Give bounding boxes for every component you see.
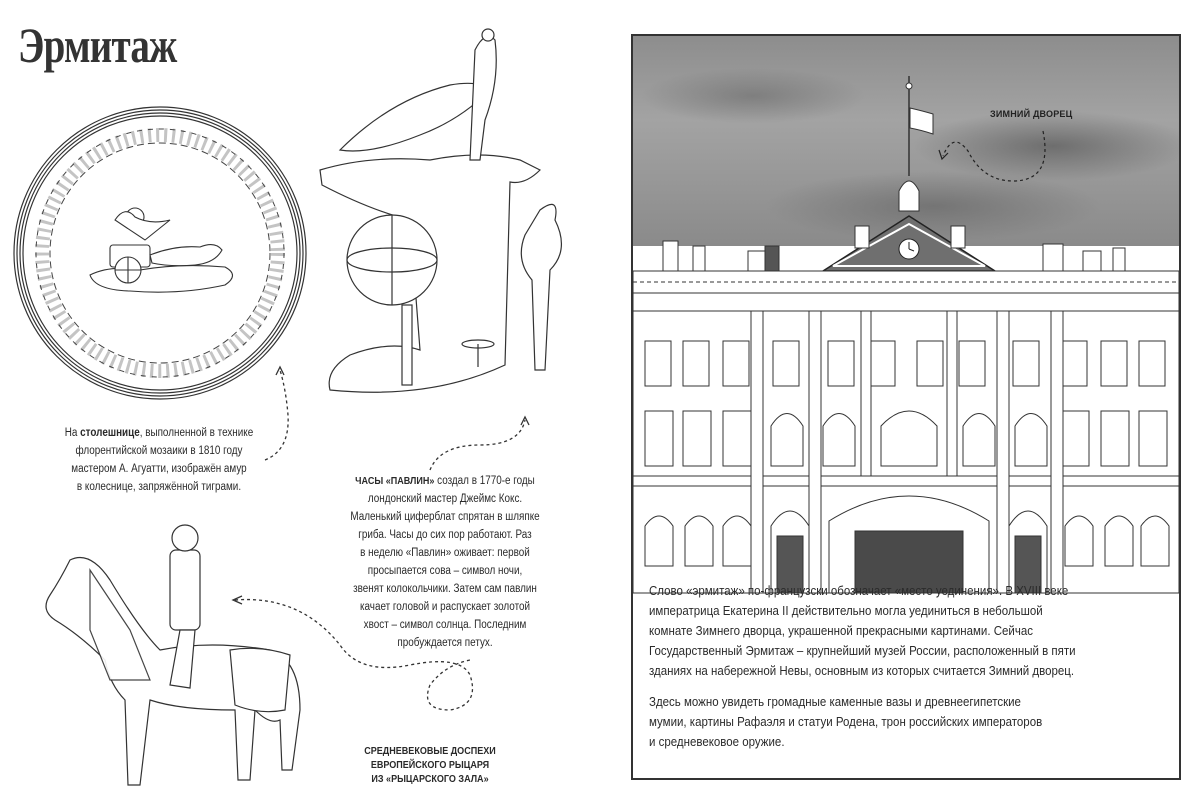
table-caption-line-4: в колеснице, запряжённой тиграми.: [76, 481, 242, 493]
table-caption-line-3: мастером А. Агуатти, изображён амур: [71, 463, 247, 475]
knight-armor-caption: [335, 744, 524, 786]
description-paragraph-2: [649, 692, 1127, 752]
knight-caption-line-2: ЕВРОПЕЙСКОГО РЫЦАРЯ: [370, 759, 490, 771]
dashed-pointer-arrow: [260, 365, 300, 465]
peacock-caption-keyword: ЧАСЫ «ПАВЛИН»: [355, 475, 435, 487]
peacock-caption-line-7: звенят колокольчики. Затем сам павлин: [353, 583, 537, 595]
peacock-caption-line-2: лондонский мастер Джеймс Кокс.: [367, 493, 523, 505]
peacock-caption-line-6: просыпается сова – символ ночи,: [367, 565, 523, 577]
winter-palace-label: ЗИМНИЙ ДВОРЕЦ: [990, 109, 1073, 119]
peacock-caption-line-4: гриба. Часы до сих пор работают. Раз: [358, 529, 532, 541]
winter-palace-panel: [631, 34, 1181, 780]
table-caption-keyword: столешнице: [80, 427, 140, 439]
winter-palace-facade-illustration: [633, 66, 1179, 566]
dashed-pointer-arrow: [230, 595, 490, 735]
peacock-caption-line-5: в неделю «Павлин» оживает: первой: [360, 547, 530, 559]
paragraph-1-line-1: Слово «эрмитаж» по-французски обозначает «место уединения». В XVIII веке: [649, 584, 1069, 598]
peacock-caption-line-9: хвост – символ солнца. Последним: [363, 619, 527, 631]
page-title: Эрмитаж: [18, 17, 177, 73]
paragraph-1-line-2: императрица Екатерина II действительно могла уединиться в небольшой: [649, 604, 1043, 618]
paragraph-1-line-5: зданиях на набережной Невы, основным из которых считается Зимний дворец.: [649, 664, 1075, 678]
paragraph-2-line-2: мумии, картины Рафаэля и статуи Родена, трон российских императоров: [649, 715, 1043, 729]
knight-caption-line-3: ИЗ «РЫЦАРСКОГО ЗАЛА»: [371, 773, 489, 785]
knight-caption-line-1: СРЕДНЕВЕКОВЫЕ ДОСПЕХИ: [364, 745, 496, 757]
paragraph-2-line-1: Здесь можно увидеть громадные каменные вазы и древнеегипетские: [649, 695, 1021, 709]
peacock-caption-line-10: пробуждается петух.: [397, 637, 493, 649]
peacock-caption-line-1: ЧАСЫ «ПАВЛИН» создал в 1770-е годы: [355, 475, 535, 487]
mosaic-plate-illustration: [10, 95, 310, 405]
paragraph-2-line-3: и средневековое оружие.: [649, 735, 785, 749]
paragraph-1-line-3: комнате Зимнего дворца, украшенной прекрасными картинами. Сейчас: [649, 624, 1033, 638]
peacock-caption-line-8: качает головой и распускает золотой: [359, 601, 531, 613]
paragraph-1-line-4: Государственный Эрмитаж – крупнейший музей России, расположенный в пяти: [649, 644, 1076, 658]
peacock-clock-illustration: [310, 10, 590, 400]
peacock-caption-line-3: Маленький циферблат спрятан в шляпке: [350, 511, 540, 523]
table-caption: [46, 424, 271, 496]
table-caption-line-2: флорентийской мозаики в 1810 году: [75, 445, 243, 457]
description-paragraph-1: [649, 581, 1127, 681]
dashed-pointer-arrow: [400, 415, 540, 475]
table-caption-line-1: На столешнице, выполненной в технике: [64, 427, 254, 439]
